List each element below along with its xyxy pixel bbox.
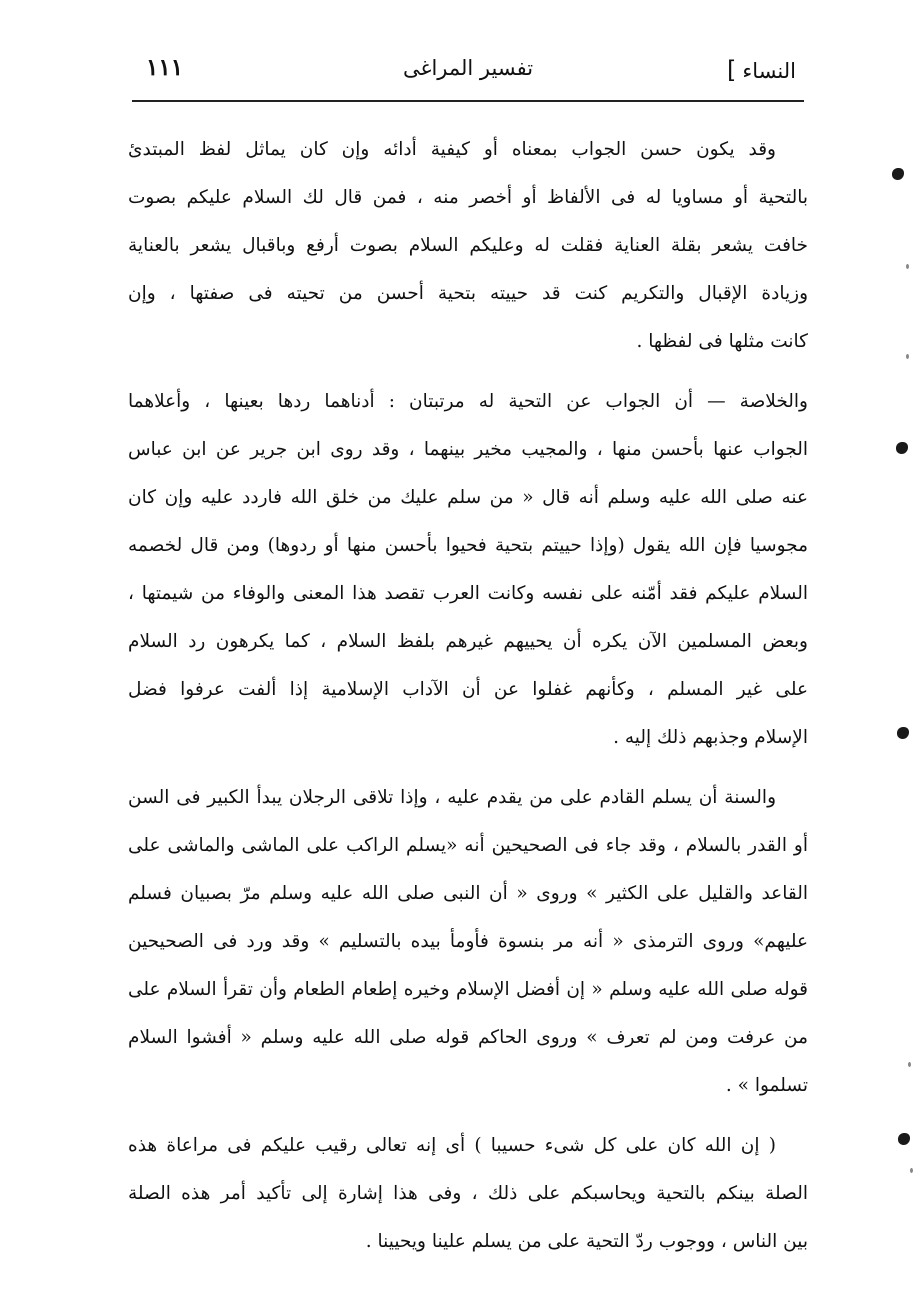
text-line: ( إن الله كان على كل شىء حسيبا ) أى إنه تعالى رقيب عليكم فى مراعاة هذه	[128, 1135, 776, 1156]
text-line: خافت يشعر بقلة العناية فقلت له وعليكم السلام بصوت أرفع وباقبال يشعر بالعناية	[128, 235, 808, 256]
text-line: مجوسيا فإن الله يقول (وإذا حييتم بتحية فحيوا بأحسن منها أو ردوها) ومن قال لخصمه	[128, 535, 808, 556]
text-line: على غير المسلم ، وكأنهم غفلوا عن أن الآداب الإسلامية إذا ألفت عرفوا فضل	[128, 679, 808, 700]
text-line: الجواب عنها بأحسن منها ، والمجيب مخير بينهما ، وقد روى ابن جرير عن ابن عباس	[128, 439, 808, 460]
book-title: تفسير المراغى	[402, 56, 534, 80]
text-line: والخلاصة — أن الجواب عن التحية له مرتبتان : أدناهما ردها بعينها ، وأعلاهما	[128, 391, 808, 412]
text-line: عليهم» وروى الترمذى « أنه مر بنسوة فأومأ بيده بالتسليم » وقد ورد فى الصحيحين	[128, 931, 808, 952]
text-line: وزيادة الإقبال والتكريم كنت قد حييته بتحية أحسن من تحيته فى صفتها ، وإن	[128, 283, 808, 304]
paragraph	[128, 126, 808, 366]
scan-speck	[908, 1062, 911, 1067]
scan-speck	[906, 354, 909, 359]
page-number: ١١١	[146, 54, 184, 81]
text-line: كانت مثلها فى لفظها .	[636, 331, 808, 352]
ink-blot	[896, 442, 908, 454]
page-header	[132, 50, 804, 102]
scan-speck	[910, 1168, 913, 1173]
scan-speck	[906, 264, 909, 269]
paragraph	[128, 1122, 808, 1266]
surah-label: النساء	[742, 59, 796, 83]
page-body	[128, 126, 808, 1278]
text-line: والسنة أن يسلم القادم على من يقدم عليه ، وإذا تلاقى الرجلان يبدأ الكبير فى السن	[128, 787, 776, 808]
text-line: وبعض المسلمين الآن يكره أن يحييهم غيرهم بلفظ السلام ، كما يكرهون رد السلام	[128, 631, 808, 652]
text-line: قوله صلى الله عليه وسلم « إن أفضل الإسلام وخيره إطعام الطعام وأن تقرأ السلام على	[128, 979, 808, 1000]
paragraph	[128, 774, 808, 1110]
text-line: القاعد والقليل على الكثير » وروى « أن النبى صلى الله عليه وسلم مرّ بصبيان فسلم	[128, 883, 808, 904]
ink-blot	[892, 168, 904, 180]
text-line: عنه صلى الله عليه وسلم أنه قال « من سلم عليك من خلق الله فاردد عليه وإن كان	[128, 487, 808, 508]
text-line: تسلموا » .	[725, 1075, 808, 1096]
text-line: الصلة بينكم بالتحية ويحاسبكم على ذلك ، وفى هذا إشارة إلى تأكيد أمر هذه الصلة	[128, 1183, 808, 1204]
text-line: السلام عليكم فقد أمّنه على نفسه وكانت العرب تقصد هذا المعنى والوفاء من شيمتها ،	[128, 583, 808, 604]
text-line: وقد يكون حسن الجواب بمعناه أو كيفية أدائه وإن كان يماثل لفظ المبتدئ	[128, 139, 776, 160]
header-bracket: ]	[727, 56, 737, 84]
paragraph	[128, 378, 808, 762]
text-line: أو القدر بالسلام ، وقد جاء فى الصحيحين أنه «يسلم الراكب على الماشى والماشى على	[128, 835, 808, 856]
text-line: الإسلام وجذبهم ذلك إليه .	[613, 727, 808, 748]
ink-blot	[898, 1133, 910, 1145]
text-line: بالتحية أو مساويا له فى الألفاظ أو أخصر منه ، فمن قال لك السلام عليكم بصوت	[128, 187, 808, 208]
text-line: بين الناس ، ووجوب ردّ التحية على من يسلم علينا ويحيينا .	[365, 1231, 808, 1252]
ink-blot	[897, 727, 909, 739]
text-line: من عرفت ومن لم تعرف » وروى الحاكم قوله صلى الله عليه وسلم « أفشوا السلام	[128, 1027, 808, 1048]
